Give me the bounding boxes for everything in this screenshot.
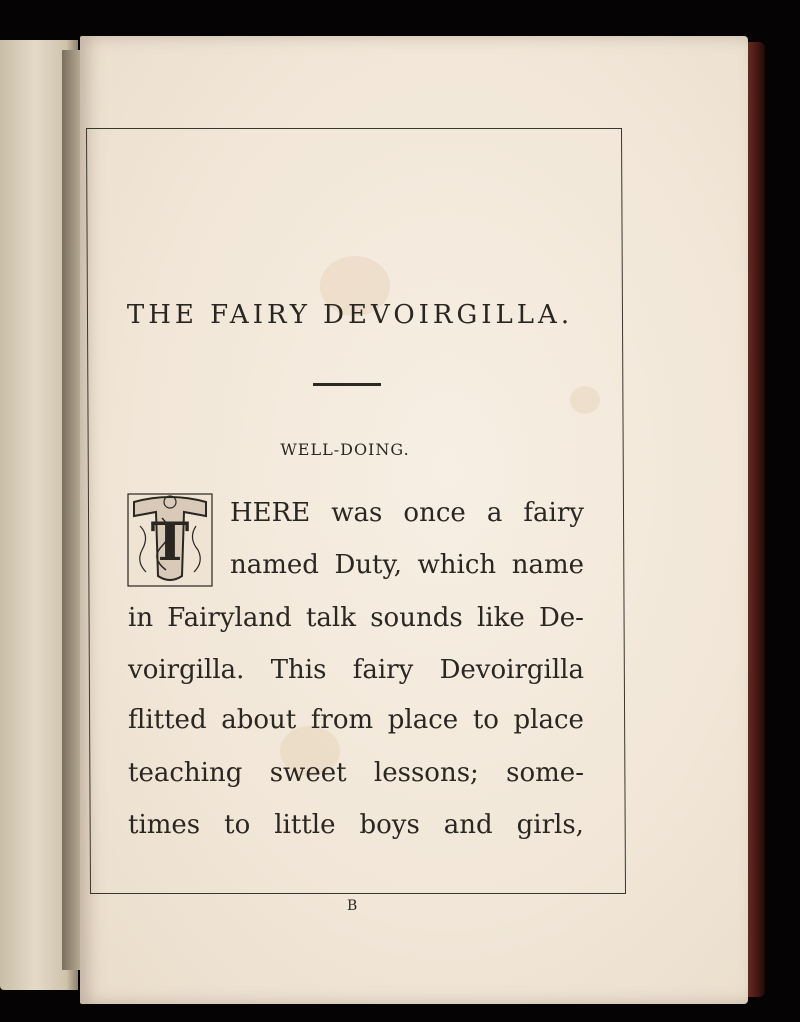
- word: talk: [305, 603, 356, 633]
- text-line-1: [230, 498, 584, 528]
- word: boys: [359, 810, 420, 840]
- word: sounds: [370, 603, 463, 633]
- word: a: [486, 498, 503, 528]
- word: about: [221, 705, 297, 735]
- word: fairy: [352, 655, 414, 685]
- word: to: [224, 810, 251, 840]
- word: times: [128, 810, 201, 840]
- word: some-: [506, 758, 584, 788]
- word: Devoirgilla: [439, 655, 584, 685]
- word: Fairyland: [167, 603, 292, 633]
- word: name: [511, 550, 584, 580]
- chapter-subtitle: WELL-DOING.: [280, 440, 410, 459]
- word: from: [310, 705, 374, 735]
- text-line-2: [230, 550, 584, 580]
- title-rule: [313, 383, 381, 386]
- word: voirgilla.: [128, 655, 245, 685]
- word: girls,: [516, 810, 584, 840]
- text-line-6: [128, 758, 584, 788]
- word: lessons;: [373, 758, 479, 788]
- word: De-: [538, 603, 584, 633]
- word: like: [476, 603, 525, 633]
- dropcap-letter: T: [150, 512, 190, 573]
- word: was: [331, 498, 383, 528]
- text-line-3: [128, 603, 584, 633]
- word: fairy: [523, 498, 584, 528]
- word: This: [270, 655, 327, 685]
- word: sweet: [269, 758, 347, 788]
- word: to: [472, 705, 499, 735]
- word: named: [230, 550, 319, 580]
- word: teaching: [128, 758, 243, 788]
- word: flitted: [128, 705, 207, 735]
- word: in: [128, 603, 154, 633]
- word: and: [443, 810, 493, 840]
- ornamental-dropcap-t: [126, 492, 214, 588]
- word: place: [387, 705, 459, 735]
- word: HERE: [230, 498, 311, 528]
- chapter-title: THE FAIRY DEVOIRGILLA.: [126, 300, 574, 330]
- word: which: [417, 550, 497, 580]
- text-line-5: [128, 705, 584, 735]
- word: place: [513, 705, 584, 735]
- word: Duty,: [334, 550, 403, 580]
- word: little: [274, 810, 336, 840]
- signature-mark: B: [347, 898, 358, 914]
- text-line-7: [128, 810, 584, 840]
- text-line-4: [128, 655, 584, 685]
- word: once: [403, 498, 466, 528]
